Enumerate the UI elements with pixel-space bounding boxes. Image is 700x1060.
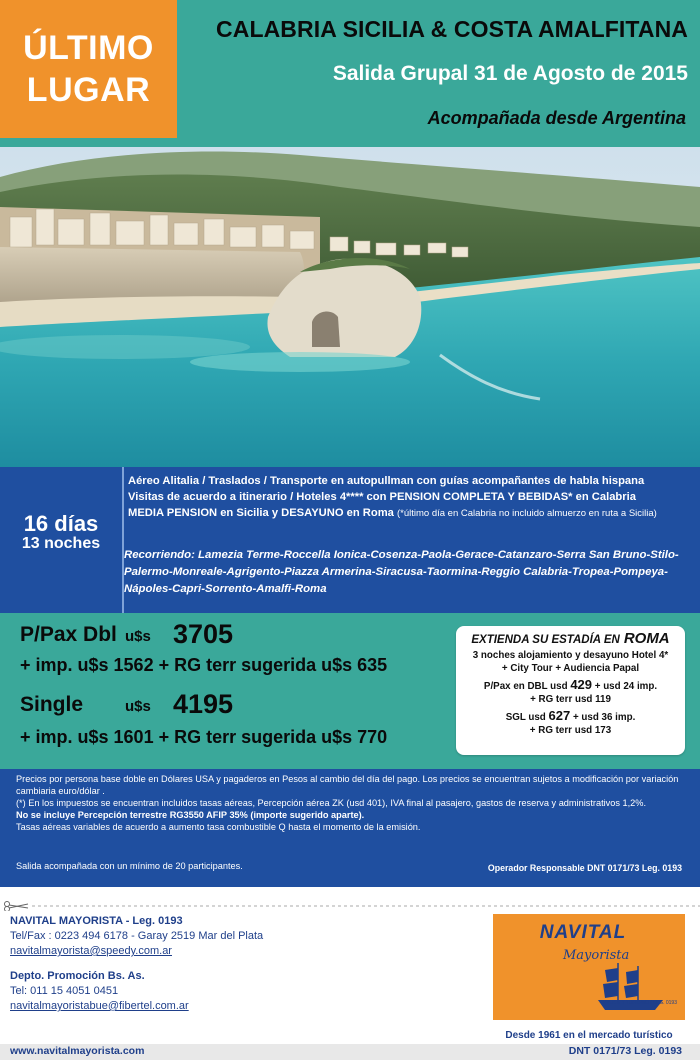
price-double	[20, 619, 234, 649]
price-double-label: P/Pax Dbl	[20, 623, 117, 646]
coastline-photo	[0, 147, 700, 467]
terms-line-2: (*) En los impuestos se encuentran incluidos tasas aéreas, Percepción aérea ZK (usd 401), IVA final al pasajero, gastos de reserva y administrativos 1,2%.	[16, 798, 647, 808]
inclusion-line-3	[128, 505, 698, 522]
rome-extension-box	[456, 626, 685, 755]
navital-logo	[491, 912, 687, 1022]
last-spot-badge	[0, 0, 177, 138]
tour-info-band	[0, 467, 700, 613]
rome-city: ROMA	[623, 630, 670, 647]
price-single-label: Single	[20, 693, 84, 716]
price-double-taxes: + imp. u$s 1562 + RG terr sugerida u$s 635	[20, 655, 388, 675]
rome-sgl-taxes: + usd 36 imp.	[572, 712, 636, 723]
inclusion-line-1: Aéreo Alitalia / Traslados / Transporte en autopullman con guías acompañantes de habla hispana	[128, 475, 645, 487]
rome-line-1: 3 noches alojamiento y desayuno Hotel 4*	[472, 650, 669, 661]
duration	[0, 511, 122, 553]
terms-line-3: No se incluye Percepción terrestre RG3550 AFIP 35% (importe sugerido aparte).	[16, 810, 365, 820]
badge-line-1: ÚLTIMO	[23, 29, 154, 67]
price-double-currency: u$s	[125, 628, 151, 645]
terms-line-4: Tasas aéreas variables de acuerdo a aumento tasa combustible Q hasta el momento de la emisión.	[16, 822, 421, 832]
price-single	[20, 689, 234, 719]
price-single-taxes: + imp. u$s 1601 + RG terr sugerida u$s 770	[20, 727, 388, 747]
promo-phone: Tel: 011 15 4051 0451	[10, 985, 119, 997]
ship-icon	[593, 958, 673, 1018]
logo-tagline: VIAJES Y TURISMO / LEG. 0193	[602, 1000, 677, 1006]
rome-dbl-taxes: + usd 24 imp.	[594, 681, 658, 692]
company-name: NAVITAL MAYORISTA - Leg. 0193	[10, 915, 183, 927]
price-single-currency: u$s	[125, 698, 151, 715]
header-banner	[0, 0, 700, 147]
duration-days: 16 días	[23, 511, 99, 536]
promo-email[interactable]: navitalmayoristabue@fibertel.com.ar	[10, 1000, 189, 1012]
terms-text	[16, 773, 696, 833]
rome-line-6: + RG terr usd 173	[529, 725, 612, 736]
page-title: CALABRIA SICILIA & COSTA AMALFITANA	[216, 16, 688, 42]
price-double-amount: 3705	[173, 619, 234, 649]
price-single-amount: 4195	[173, 689, 234, 719]
route-list: Recorriendo: Lamezia Terme-Roccella Ionica-Cosenza-Paola-Gerace-Catanzaro-Serra San Bruno-Stilo-Palermo-Monreale-Agrigento-Piazza Armerina-Siracusa-Taormina-Reggio Calabria-Tropea-Pompeya-Nápoles-Capri-Sorrento-Amalfi-Roma	[124, 549, 679, 595]
cut-line	[0, 898, 700, 908]
promo-dept: Depto. Promoción Bs. As.	[10, 970, 145, 982]
terms-line-1: Precios por persona base doble en Dólares USA y pagaderos en Pesos al cambio del día del pago. Los precios se encuentran sujetos a modificación por variación cambiaria euro/dólar .	[16, 774, 679, 796]
duration-nights: 13 noches	[21, 535, 101, 552]
terms-band	[0, 769, 700, 887]
inclusion-note: (*último día en Calabria no incluido almuerzo en ruta a Sicilia)	[397, 508, 657, 519]
departure-date: Salida Grupal 31 de Agosto de 2015	[332, 62, 688, 85]
since-1961: Desde 1961 en el mercado turístico	[505, 1030, 673, 1041]
logo-subtitle: Mayorista	[563, 948, 630, 963]
logo-name: NAVITAL	[539, 922, 627, 943]
footer-license: DNT 0171/73 Leg. 0193	[568, 1045, 682, 1057]
rome-dbl-label: P/Pax en DBL usd	[483, 681, 568, 692]
scissors-icon	[5, 902, 29, 912]
rome-line-3	[462, 678, 679, 693]
inclusions	[128, 473, 698, 522]
inclusion-line-3-text: MEDIA PENSION en Sicilia y DESAYUNO en Roma	[128, 507, 394, 519]
rome-dbl-price: 429	[570, 677, 593, 692]
rome-line-2: + City Tour + Audiencia Papal	[501, 663, 640, 674]
website-link[interactable]: www.navitalmayorista.com	[10, 1045, 145, 1057]
minimum-participants: Salida acompañada con un mínimo de 20 participantes.	[16, 861, 243, 871]
rome-line-5	[462, 709, 679, 724]
operator-license: Operador Responsable DNT 0171/73 Leg. 0193	[487, 863, 682, 873]
inclusion-line-2: Visitas de acuerdo a itinerario / Hoteles 4**** con PENSION COMPLETA Y BEBIDAS* en Calabria	[128, 491, 636, 503]
company-email[interactable]: navitalmayorista@speedy.com.ar	[10, 945, 172, 957]
rome-title-text: EXTIENDA SU ESTADÍA EN	[471, 634, 620, 646]
footer	[0, 1044, 700, 1060]
accompanied-note: Acompañada desde Argentina	[427, 108, 686, 128]
badge-line-2: LUGAR	[26, 71, 151, 109]
rome-extension-title	[462, 630, 679, 649]
company-phone: Tel/Fax : 0223 494 6178 - Garay 2519 Mar del Plata	[10, 930, 264, 942]
rome-sgl-label: SGL usd	[505, 712, 546, 723]
rome-sgl-price: 627	[548, 708, 571, 723]
rome-line-4: + RG terr usd 119	[530, 694, 611, 705]
contact-info	[10, 914, 470, 1014]
